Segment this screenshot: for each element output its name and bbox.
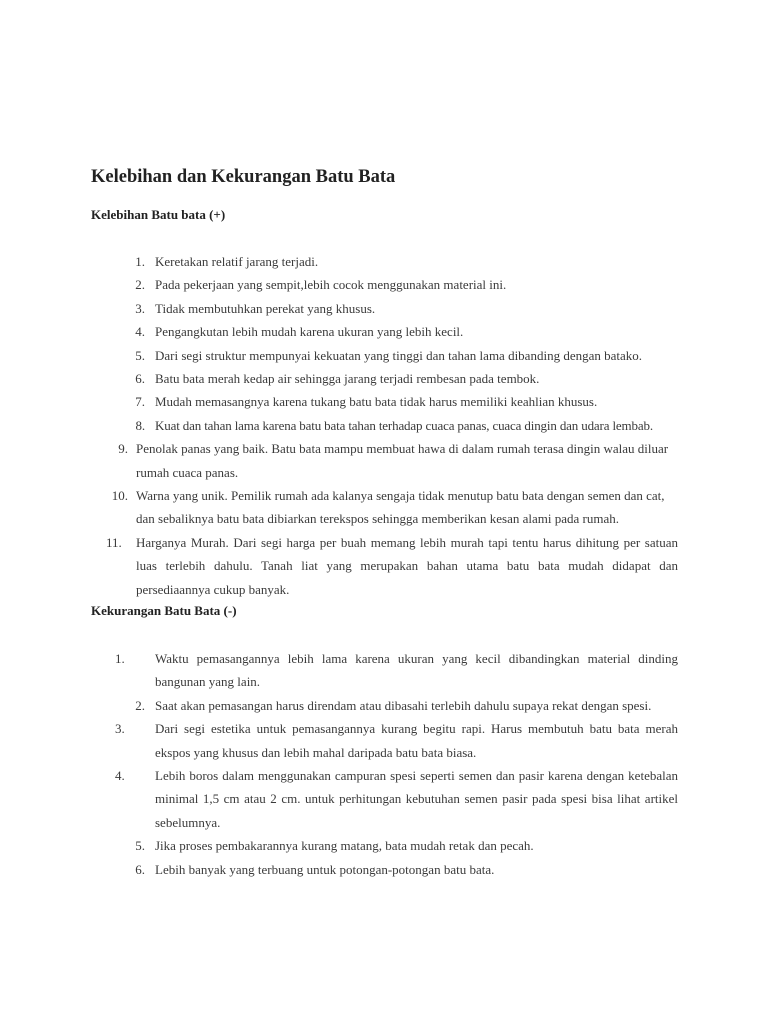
- item-number: 6.: [135, 861, 145, 877]
- item-number: 2.: [135, 277, 145, 293]
- item-text: Kuat dan tahan lama karena batu bata tahan terhadap cuaca panas, cuaca dingin dan udara lembab.: [155, 417, 653, 433]
- item-text: Jika proses pembakarannya kurang matang, bata mudah retak dan pecah.: [155, 838, 534, 854]
- item-number: 2.: [135, 697, 145, 713]
- disadvantage-item: [115, 717, 678, 764]
- item-text: Warna yang unik. Pemilik rumah ada kalanya sengaja tidak menutup batu bata dengan semen dan cat, dan sebaliknya batu bata dibiarkan terekspos sehingga memberikan kesan alami pada rumah.: [136, 488, 665, 527]
- item-text: Lebih banyak yang terbuang untuk potongan-potongan batu bata.: [155, 861, 495, 877]
- advantage-item: [135, 297, 680, 320]
- item-number: 1.: [115, 651, 125, 666]
- item-text: Mudah memasangnya karena tukang batu bata tidak harus memiliki keahlian khusus.: [155, 394, 598, 410]
- advantage-item: [135, 320, 680, 343]
- advantage-item: [118, 437, 678, 484]
- disadvantage-item: [115, 647, 678, 694]
- item-text: Saat akan pemasangan harus direndam atau dibasahi terlebih dahulu supaya rekat dengan spesi.: [155, 697, 652, 713]
- disadvantages-heading: Kekurangan Batu Bata (-): [91, 603, 237, 618]
- item-text: Pengangkutan lebih mudah karena ukuran yang lebih kecil.: [155, 324, 464, 340]
- advantage-item: [106, 531, 678, 601]
- document-title: Kelebihan dan Kekurangan Batu Bata: [91, 167, 396, 187]
- item-number: 4.: [135, 324, 145, 340]
- advantage-item: [135, 250, 680, 273]
- advantage-item: [135, 367, 680, 390]
- item-number: 8.: [135, 417, 145, 433]
- item-number: 9.: [118, 441, 128, 457]
- item-text: Waktu pemasangannya lebih lama karena ukuran yang kecil dibandingkan material dinding bangunan yang lain.: [155, 651, 678, 690]
- disadvantage-item: [135, 694, 685, 717]
- item-number: 6.: [135, 371, 145, 386]
- item-text: Dari segi estetika untuk pemasangannya kurang begitu rapi. Harus membutuh batu bata merah ekspos yang khusus dan lebih mahal daripada batu bata biasa.: [155, 721, 678, 760]
- advantage-item: [135, 390, 680, 413]
- item-number: 10.: [111, 488, 128, 503]
- disadvantage-item: [135, 858, 678, 881]
- item-number: 4.: [115, 768, 125, 783]
- advantage-item: [111, 484, 678, 531]
- advantages-heading: Kelebihan Batu bata (+): [91, 207, 226, 222]
- item-number: 1.: [135, 254, 145, 269]
- item-text: Tidak membutuhkan perekat yang khusus.: [155, 300, 376, 316]
- item-number: 3.: [135, 300, 145, 316]
- item-number: 5.: [135, 838, 145, 854]
- disadvantage-item: [115, 764, 678, 834]
- advantage-item: [135, 414, 680, 437]
- item-number: 7.: [135, 394, 145, 410]
- item-text: Harganya Murah. Dari segi harga per buah memang lebih murah tapi tentu harus dihitung per satuan luas terlebih dahulu. Tanah liat yang merupakan bahan utama batu bata mudah didapat dan persediaannya cukup banyak.: [136, 534, 678, 597]
- item-number: 5.: [135, 347, 145, 363]
- item-text: Pada pekerjaan yang sempit,lebih cocok menggunakan material ini.: [155, 277, 507, 293]
- advantage-item: [135, 344, 680, 367]
- advantage-item: [135, 273, 680, 296]
- disadvantage-item: [135, 834, 678, 857]
- item-text: Penolak panas yang baik. Batu bata mampu membuat hawa di dalam rumah terasa dingin walau diluar rumah cuaca panas.: [136, 441, 669, 480]
- item-number: 3.: [115, 721, 125, 737]
- item-text: Lebih boros dalam menggunakan campuran spesi seperti semen dan pasir karena dengan ketebalan minimal 1,5 cm atau 2 cm. untuk perhitungan kebutuhan semen pasir pada spesi bisa lihat artikel sebelumnya.: [155, 768, 678, 830]
- item-number: 11.: [106, 534, 122, 550]
- item-text: Keretakan relatif jarang terjadi.: [155, 254, 319, 269]
- item-text: Batu bata merah kedap air sehingga jarang terjadi rembesan pada tembok.: [155, 371, 540, 386]
- item-text: Dari segi struktur mempunyai kekuatan yang tinggi dan tahan lama dibanding dengan batako.: [155, 347, 643, 363]
